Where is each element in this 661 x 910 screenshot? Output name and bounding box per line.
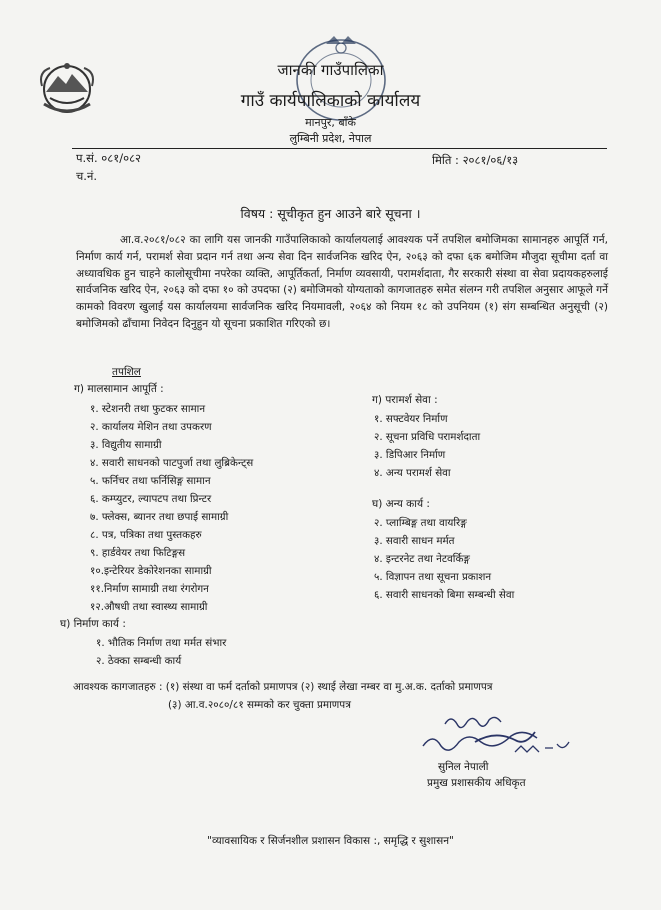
list-item: ७. फ्लेक्स, ब्यानर तथा छपाई सामाग्री [90,511,229,523]
list-item: २. कार्यालय मेशिन तथा उपकरण [90,421,212,433]
municipality-name: जानकी गाउँपालिका [277,61,384,79]
list-item: १. स्टेशनरी तथा फुटकर सामान [90,403,206,415]
header-divider [72,148,607,149]
footer-motto: "व्यावसायिक र सिर्जनशील प्रशासन विकास :, समृद्धि र सुशासन" [207,835,454,847]
list-item: २. प्लाम्बिङ्ग तथा वायरिङ्ग [374,517,467,529]
reference-number: प.सं. ०८१/०८२ [76,151,142,165]
list-item: २. ठेक्का सम्बन्धी कार्य [96,655,182,667]
details-heading: तपशिल [112,366,141,378]
office-name: गाउँ कार्यपालिकाको कार्यालय [240,91,421,111]
section-goods-title: ग) मालसामान आपूर्ति : [74,383,164,395]
list-item: ११.निर्माण सामाग्री तथा रंगरोगन [90,583,209,595]
list-item: ५. फर्निचर तथा फर्निसिङ्ग सामान [90,475,211,487]
notice-body: आ.व.२०८१/०८२ का लागि यस जानकी गाउँपालिकाको कार्यालयलाई आवश्यक पर्ने तपशिल बमोजिमका सामानहरु आपूर्ति गर्न, निर्माण कार्य गर्न, परामर्श सेवा प्रदान गर्न तथा अन्य सेवा दिन सार्वजनिक खरिद ऐन, २०६३ को दफा ६क बमोजिम मौजुदा सूचीमा दर्ता वा अध्यावधिक हुन चाहने कालोसूचीमा नपरेका व्यक्ति, आपूर्तिकर्ता, निर्माण व्यवसायी, परामर्शदाता, गैर सरकारी संस्था वा सेवा प्रदायकहरुलाई सार्वजनिक खरिद ऐन, २०६३ को दफा १० को उपदफा (२) बमोजिमको योग्यताको कागजातहरु समेत संलग्न गरी तपशिल अनुसार आफूले गर्ने कामको विवरण खुलाई यस कार्यालयमा सार्वजनिक खरिद नियमावली, २०६४ को नियम १८ को उपनियम (१) संग सम्बन्धित अनुसूची (२) बमोजिमको ढाँचामा निवेदन दिनुहुन यो सूचना प्रकाशित गरिएको छ। [76,234,608,330]
list-item: ४. अन्य परामर्श सेवा [374,467,451,479]
list-item: ३. विद्युतीय सामाग्री [90,439,162,451]
list-item: ३. डिपिआर निर्माण [374,449,446,461]
list-item: ४. इन्टरनेट तथा नेटवर्किङ्ग [374,553,470,565]
office-location: मानपुर, बाँके [305,116,356,129]
list-item: ८. पत्र, पत्रिका तथा पुस्तकहरु [90,529,202,541]
province-name: लुम्बिनी प्रदेश, नेपाल [289,132,372,145]
dispatch-number: च.नं. [76,169,97,183]
list-item: ६. कम्प्युटर, ल्यापटप तथा प्रिन्टर [90,493,212,505]
list-item: ४. सवारी साधनको पाटपुर्जा तथा लुब्रिकेन्ट्स [90,457,254,469]
required-documents-cont: (३) आ.व.२०८०/८१ सम्मको कर चुक्ता प्रमाणपत्र [168,699,351,711]
list-item: २. सूचना प्रविधि परामर्शदाता [374,431,481,443]
list-item: १०.इन्टेरियर डेकोरेशनका सामाग्री [90,565,212,577]
letter-date: मिति : २०८१/०६/१३ [432,153,519,167]
list-item: ३. सवारी साधन मर्मत [374,535,455,547]
signatory-name: सुनिल नेपाली [438,761,489,773]
list-item: १. सफ्टवेयर निर्माण [374,413,448,425]
signatory-designation: प्रमुख प्रशासकीय अधिकृत [427,777,526,789]
list-item: १२.औषधी तथा स्वास्थ्य सामाग्री [90,601,208,613]
list-item: ९. हार्डवेयर तथा फिटिङ्गस [90,547,186,559]
handwritten-signature [415,712,585,762]
section-consulting-title: ग) परामर्श सेवा : [372,394,438,406]
list-item: ६. सवारी साधनको बिमा सम्बन्धी सेवा [374,589,515,601]
section-other-title: घ) अन्य कार्य : [372,498,430,510]
subject-line: विषय : सूचीकृत हुन आउने बारे सूचना । [240,206,421,221]
section-construction-title: घ) निर्माण कार्य : [60,618,126,630]
list-item: १. भौतिक निर्माण तथा मर्मत संभार [96,637,227,649]
list-item: ५. विज्ञापन तथा सूचना प्रकाशन [374,571,492,583]
required-documents: आवश्यक कागजातहरु : (१) संस्था वा फर्म दर्ताको प्रमाणपत्र (२) स्थाई लेखा नम्बर वा मु.अ.क. दर्ताको प्रमाणपत्र [73,681,493,693]
